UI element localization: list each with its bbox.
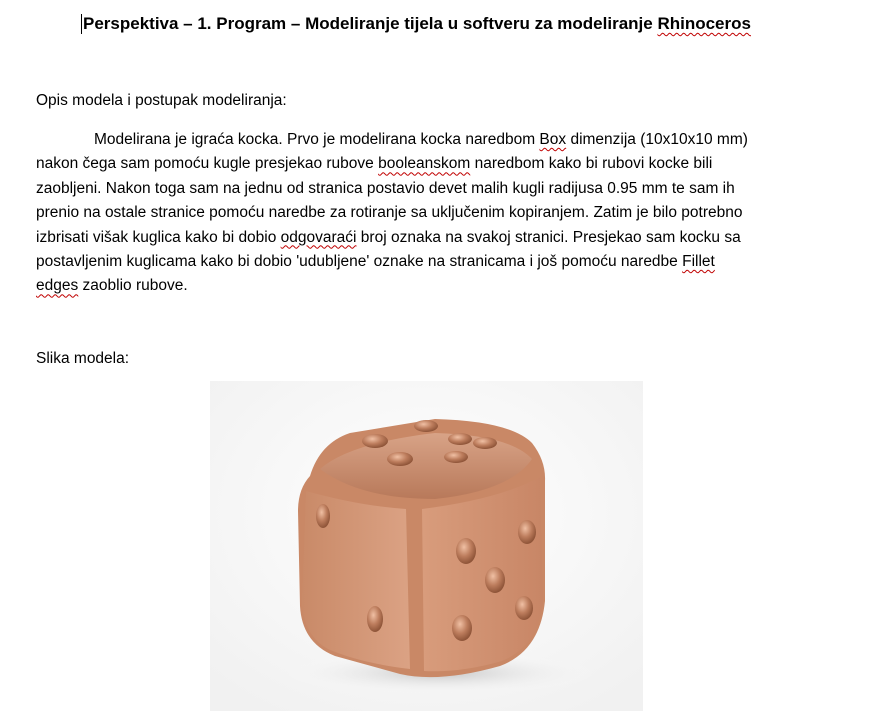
paragraph-line: izbrisati višak kuglica kako bi dobio odgovaraći broj oznaka na svakoj stranici. Presjekao sam kocku sa [36, 228, 741, 246]
spellcheck-word: Rhinoceros [657, 14, 751, 33]
pip [485, 567, 505, 593]
pip [414, 420, 438, 432]
paragraph-line: nakon čega sam pomoću kugle presjekao rubove booleanskom naredbom kako bi rubovi kocke bili [36, 155, 713, 173]
paragraph-line: edges zaoblio rubove. [36, 277, 188, 295]
description-paragraph [36, 128, 826, 299]
spellcheck-word: Box [539, 131, 567, 148]
spellcheck-word: edges [36, 277, 79, 295]
pip [448, 433, 472, 445]
section-heading-description: Opis modela i postupak modeliranja: [36, 92, 287, 109]
spellcheck-word: booleanskom [378, 155, 471, 173]
paragraph-line: Modelirana je igraća kocka. Prvo je modelirana kocka naredbom Box dimenzija (10x10x10 mm) [94, 131, 748, 148]
spellcheck-word: odgovaraći [280, 228, 357, 246]
die-body [298, 419, 545, 677]
pip [456, 538, 476, 564]
pip [452, 615, 472, 641]
pip [515, 596, 533, 620]
pip [362, 434, 388, 448]
section-heading-image: Slika modela: [36, 350, 130, 367]
paragraph-line: postavljenim kuglicama kako bi dobio 'udubljene' oznake na stranicama i još pomoću naredbe Fillet [36, 253, 715, 271]
die-render-image [210, 381, 643, 711]
pip [387, 452, 413, 466]
paragraph-line: zaobljeni. Nakon toga sam na jednu od stranica postavio devet malih kugli radijusa 0.95 mm te sam ih [36, 179, 735, 197]
pip [518, 520, 536, 544]
pip [316, 504, 330, 528]
pip [444, 451, 468, 463]
pip [473, 437, 497, 449]
spellcheck-word: Fillet [682, 253, 715, 271]
pip [367, 606, 383, 632]
document-title: Perspektiva – 1. Program – Modeliranje tijela u softveru za modeliranje Rhinoceros [83, 14, 751, 33]
paragraph-line: prenio na ostale stranice pomoću naredbe za rotiranje sa uključenim kopiranjem. Zatim je bilo potrebno [36, 204, 743, 222]
